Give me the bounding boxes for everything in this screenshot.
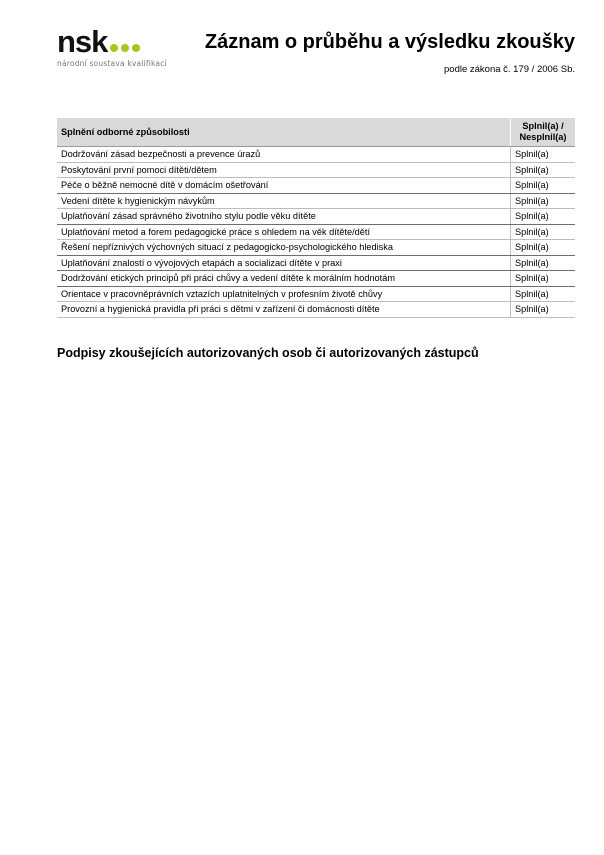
skill-cell: Dodržování zásad bezpečnosti a prevence úrazů [57,147,511,163]
result-cell: Splnil(a) [511,209,576,225]
column-header-skill: Splnění odborné způsobilosti [57,118,511,147]
skill-cell: Dodržování etických principů při práci chůvy a vedení dítěte k morálním hodnotám [57,271,511,287]
column-header-result-line1: Splnil(a) / [522,121,564,131]
result-cell: Splnil(a) [511,271,576,287]
table-row [57,147,575,163]
skill-cell: Provozní a hygienická pravidla při práci s dětmi v zařízení či domácnosti dítěte [57,302,511,318]
result-cell: Splnil(a) [511,302,576,318]
logo-wordmark: nsk [57,24,108,59]
page-subtitle: podle zákona č. 179 / 2006 Sb. [444,64,575,75]
result-cell: Splnil(a) [511,224,576,240]
result-cell: Splnil(a) [511,255,576,271]
skill-cell: Péče o běžně nemocné dítě v domácím ošetřování [57,178,511,194]
result-cell: Splnil(a) [511,286,576,302]
table-row [57,224,575,240]
table-row [57,209,575,225]
result-cell: Splnil(a) [511,178,576,194]
skill-cell: Vedení dítěte k hygienickým návykům [57,193,511,209]
nsk-logo [57,24,177,68]
table-row [57,286,575,302]
table-row [57,271,575,287]
table-header-row [57,118,575,147]
logo-dots-icon [110,44,143,52]
table-row [57,255,575,271]
skill-cell: Uplatňování znalostí o vývojových etapách a socializaci dítěte v praxi [57,255,511,271]
table-row [57,240,575,256]
skill-cell: Poskytování první pomoci dítěti/dětem [57,162,511,178]
logo-tagline: národní soustava kvalifikací [57,59,167,68]
table-row [57,302,575,318]
result-cell: Splnil(a) [511,147,576,163]
skill-cell: Uplatňování zásad správného životního stylu podle věku dítěte [57,209,511,225]
signatures-heading: Podpisy zkoušejících autorizovaných osob či autorizovaných zástupců [57,346,479,360]
table-row [57,193,575,209]
page-title: Záznam o průběhu a výsledku zkoušky [204,31,575,53]
result-cell: Splnil(a) [511,162,576,178]
skill-cell: Orientace v pracovněprávních vztazích uplatnitelných v profesním životě chůvy [57,286,511,302]
skill-cell: Uplatňování metod a forem pedagogické práce s ohledem na věk dítěte/dětí [57,224,511,240]
skill-cell: Řešení nepříznivých výchovných situací z pedagogicko-psychologického hlediska [57,240,511,256]
result-cell: Splnil(a) [511,240,576,256]
skills-table [57,118,575,318]
table-row [57,162,575,178]
result-cell: Splnil(a) [511,193,576,209]
column-header-result [511,118,576,147]
column-header-result-line2: Nesplnil(a) [519,132,567,142]
table-row [57,178,575,194]
